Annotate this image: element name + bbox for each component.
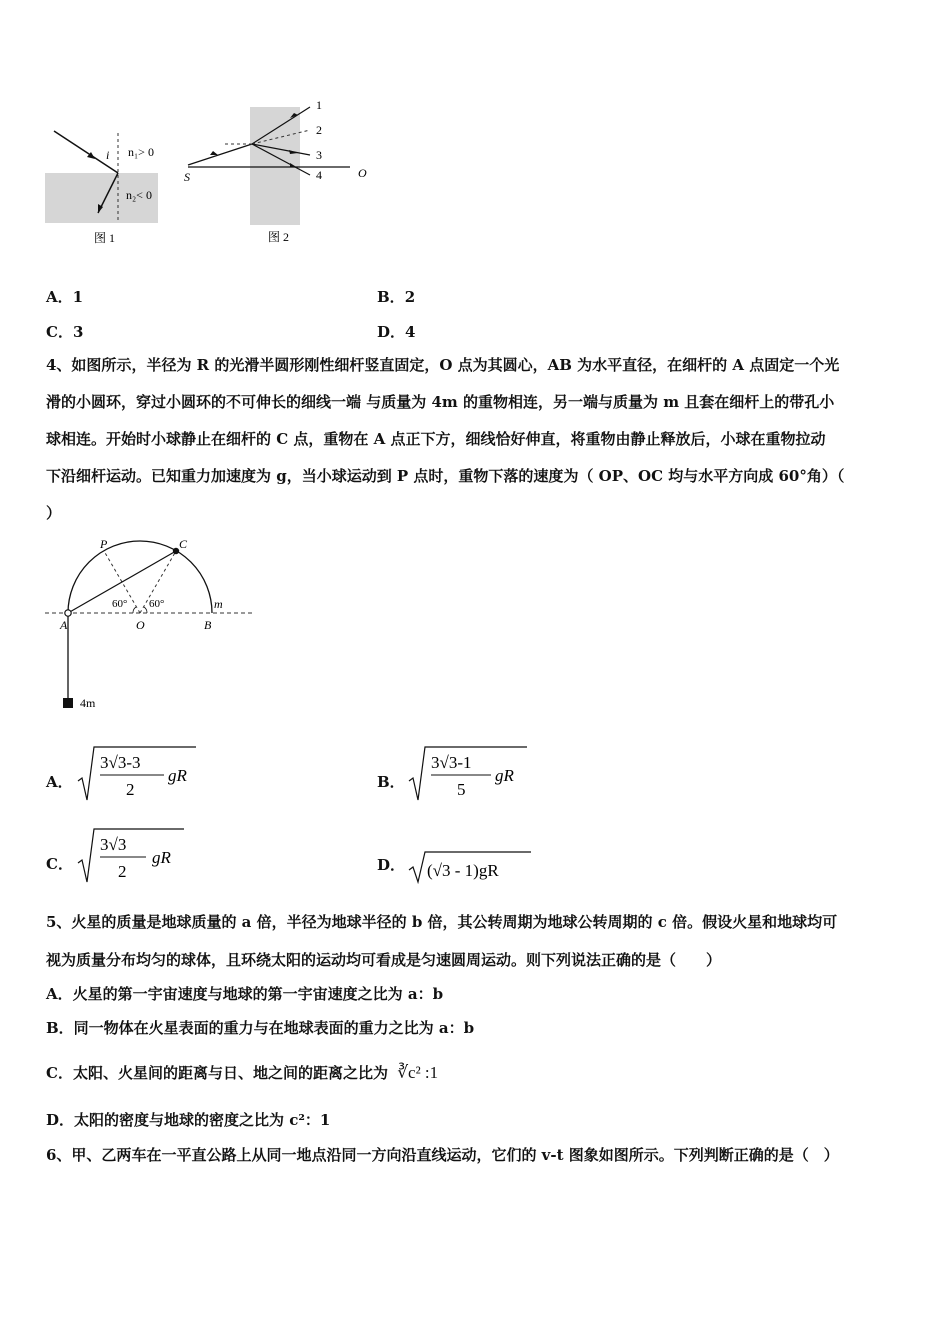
- q4-semicircle-figure: [40, 535, 265, 715]
- option-b-numerator: 3√3-1: [431, 753, 472, 772]
- option-a-denominator: 2: [126, 780, 135, 799]
- angle-i-label: i: [106, 148, 110, 162]
- option-text: 3: [72, 323, 84, 341]
- ray-label-2: 2: [316, 123, 322, 137]
- figure-2-caption: 图 2: [268, 230, 290, 244]
- option-letter: A．: [46, 288, 73, 306]
- option-d-expression: (√3 - 1)gR: [427, 861, 499, 880]
- option-text: 1: [72, 288, 84, 306]
- angle-left-label: 60°: [112, 598, 128, 610]
- option-d-formula: [407, 848, 537, 889]
- ray-label-3: 3: [316, 148, 322, 162]
- option-letter: B．: [377, 288, 405, 306]
- q5-line-1: 5、火星的质量是地球质量的 a 倍，半径为地球半径的 b 倍，其公转周期为地球公转周期的 c 倍。假设火星和地球均可: [46, 913, 838, 931]
- mass-4m-label: 4m: [80, 696, 96, 710]
- option-text: 2: [404, 288, 416, 306]
- option-a-numerator: 3√3-3: [100, 753, 141, 772]
- option-letter: B．: [377, 773, 405, 791]
- point-p-label: P: [100, 537, 108, 551]
- q4-option-c[interactable]: [46, 827, 216, 885]
- q4-line-4: 下沿细杆运动。已知重力加速度为 g，当小球运动到 P 点时，重物下落的速度为（ OP、OC 均与水平方向成 60°角）（: [46, 467, 845, 485]
- source-s-label: S: [184, 170, 190, 184]
- q5-option-d[interactable]: D．太阳的密度与地球的密度之比为 c²：1: [46, 1111, 331, 1129]
- mass-m-label: m: [214, 597, 223, 611]
- q5-option-c-math: ∛c² :1: [397, 1063, 439, 1082]
- figure-1-caption: 图 1: [94, 231, 116, 245]
- point-o-label: O: [136, 618, 145, 632]
- option-c-denominator: 2: [118, 862, 127, 881]
- point-o-label: O: [358, 166, 367, 180]
- option-a-tail: gR: [168, 766, 187, 785]
- q4-option-a[interactable]: [46, 745, 216, 803]
- ray-label-1: 1: [316, 98, 322, 112]
- option-letter: D．: [377, 323, 406, 341]
- option-b-formula: [407, 745, 537, 808]
- q5-option-b[interactable]: B．同一物体在火星表面的重力与在地球表面的重力之比为 a：b: [46, 1019, 475, 1037]
- n2-label: n₂< 0: [126, 188, 152, 202]
- option-b-denominator: 5: [457, 780, 466, 799]
- q5-option-c[interactable]: [46, 1063, 438, 1083]
- q4-option-b[interactable]: [377, 745, 547, 803]
- option-a-formula: [76, 745, 206, 808]
- option-text: 4: [405, 323, 416, 341]
- q6-line-1: 6、甲、乙两车在一平直公路上从同一地点沿同一方向沿直线运动，它们的 v-t 图象如图所示。下列判断正确的是（ ）: [46, 1146, 839, 1164]
- q3-option-b[interactable]: [377, 286, 415, 307]
- q5-line-2: 视为质量分布均匀的球体，且环绕太阳的运动均可看成是匀速圆周运动。则下列说法正确的是（ ）: [46, 951, 722, 969]
- q5-option-a[interactable]: A．火星的第一宇宙速度与地球的第一宇宙速度之比为 a：b: [46, 985, 444, 1003]
- option-letter: C．: [46, 323, 73, 341]
- q3-option-a[interactable]: [46, 286, 83, 307]
- figure-1: [40, 125, 170, 250]
- q4-option-d[interactable]: [377, 848, 547, 884]
- point-c-label: C: [179, 537, 188, 551]
- option-letter: D．: [377, 856, 406, 874]
- option-c-tail: gR: [152, 848, 171, 867]
- option-letter: A．: [46, 773, 73, 791]
- option-c-formula: [76, 827, 206, 890]
- option-letter: C．: [46, 855, 73, 873]
- q3-option-c[interactable]: [46, 321, 83, 342]
- q4-line-2: 滑的小圆环，穿过小圆环的不可伸长的细线一端 与质量为 4m 的重物相连，另一端与质量为 m 且套在细杆上的带孔小: [46, 393, 835, 411]
- q4-line-5: ）: [46, 504, 62, 522]
- point-b-label: B: [204, 618, 212, 632]
- angle-right-label: 60°: [149, 598, 165, 610]
- q4-line-3: 球相连。开始时小球静止在细杆的 C 点，重物在 A 点正下方，细线恰好伸直，将重物由静止释放后，小球在重物拉动: [46, 430, 826, 448]
- n1-label: n₁> 0: [128, 145, 154, 159]
- option-c-numerator: 3√3: [100, 835, 127, 854]
- figure-2: [180, 95, 380, 250]
- q3-option-d[interactable]: [377, 321, 415, 342]
- option-b-tail: gR: [495, 766, 514, 785]
- point-a-label: A: [60, 618, 68, 632]
- ray-label-4: 4: [316, 168, 322, 182]
- q5-option-c-text: C．太阳、火星间的距离与日、地之间的距离之比为: [46, 1064, 388, 1082]
- q4-line-1: 4、如图所示，半径为 R 的光滑半圆形刚性细杆竖直固定，O 点为其圆心，AB 为水平直径，在细杆的 A 点固定一个光: [46, 356, 840, 374]
